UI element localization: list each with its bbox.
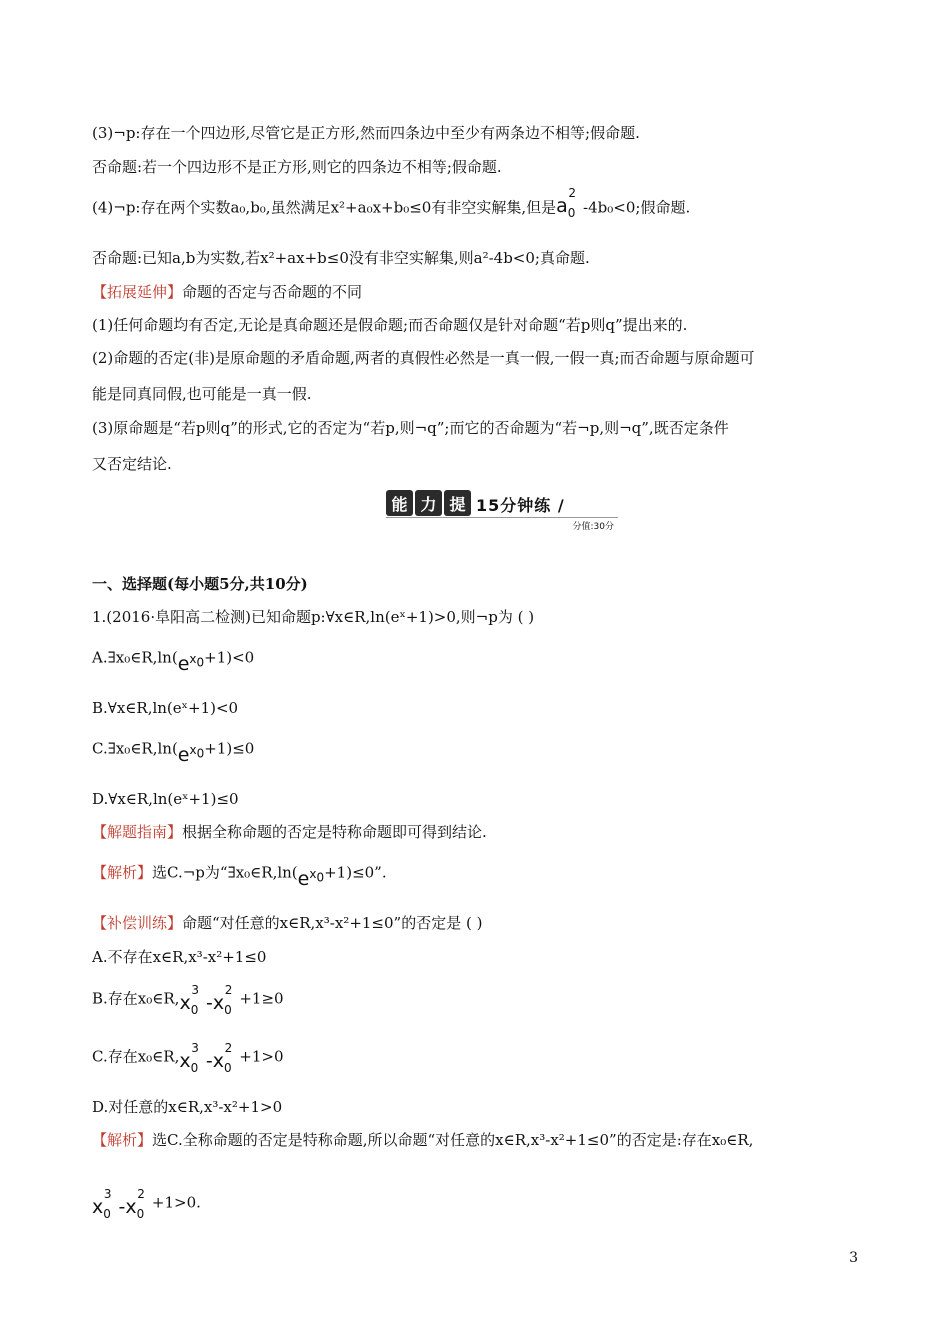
option-c: C.存在$x_0\in R,x_0^3-x_0^2 +1>0$ <box>92 1041 284 1076</box>
practice-stem: 【补偿训练】命题“对任意的x∈R,x³-x²+1≤0”的否定是 ( ) <box>92 914 483 932</box>
score-label: 分值:30分 <box>572 522 614 532</box>
section-title: 一、选择题(每小题5分,共10分) <box>92 575 308 593</box>
formula: $a_0^2$ <box>556 186 577 221</box>
heading-line: 【拓展延伸】命题的否定与否命题的不同 <box>92 283 363 301</box>
text-line: (3)¬p:存在一个四边形,尽管它是正方形,然而四条边中至少有两条边不相等;假命题. <box>92 124 640 142</box>
text-line: (4)¬p:存在两个实数a₀,b₀,虽然满足x²+a₀x+b₀≤0有非空实解集,但是$a_0^2-4b_0<0$;假命题. <box>92 186 691 221</box>
question-stem: 1.(2016·阜阳高二检测)已知命题p:∀x∈R,ln(eˣ+1)>0,则¬p为 ( ) <box>92 608 535 626</box>
option-c: $C.\exists x_0\in R,\ln(e^{x_0}+1)\le 0$ <box>92 739 255 767</box>
text-line: (1)任何命题均有否定,无论是真命题还是假命题;而否命题仅是针对命题“若p则q”提出来的. <box>92 316 688 334</box>
answer-line-cont: $x_0^3-x_0^2 +1>0$. <box>92 1187 201 1222</box>
divider <box>386 517 618 518</box>
section-banner <box>386 490 618 532</box>
banner-char: 力 <box>415 490 442 516</box>
option-b: B.∀x∈R,ln(eˣ+1)<0 <box>92 699 239 717</box>
banner-minutes: 15分钟练 ∕ <box>476 496 565 515</box>
option-d: D.∀x∈R,ln(eˣ+1)≤0 <box>92 790 239 808</box>
option-b: B.存在$x_0\in R,x_0^3-x_0^2 +1\ge 0$ <box>92 983 284 1018</box>
tag-label: 【拓展延伸】 <box>92 283 183 301</box>
answer-line: 【解析】选C.¬p为“$\exists x_0\in R,\ln(e^{x_0}+1)\le 0$”. <box>92 863 387 891</box>
page-number: 3 <box>849 1250 858 1266</box>
guide-line: 【解题指南】根据全称命题的否定是特称命题即可得到结论. <box>92 823 487 841</box>
option-d: D.对任意的x∈R,x³-x²+1>0 <box>92 1098 283 1116</box>
text-line: 又否定结论. <box>92 455 172 473</box>
text-line: 否命题:若一个四边形不是正方形,则它的四条边不相等;假命题. <box>92 158 502 176</box>
option-a: $A.\exists x_0\in R,\ln(e^{x_0}+1)<0$ <box>92 648 255 676</box>
text-line: (3)原命题是“若p则q”的形式,它的否定为“若p,则¬q”;而它的否命题为“若¬p,则¬q”,既否定条件 <box>92 419 729 437</box>
text-line: 能是同真同假,也可能是一真一假. <box>92 385 312 403</box>
text-line: 否命题:已知a,b为实数,若x²+ax+b≤0没有非空实解集,则a²-4b<0;真命题. <box>92 249 590 267</box>
option-a: A.不存在x∈R,x³-x²+1≤0 <box>92 948 267 966</box>
banner-char: 能 <box>386 490 413 516</box>
banner-char: 提 <box>444 490 471 516</box>
text-line: (2)命题的否定(非)是原命题的矛盾命题,两者的真假性必然是一真一假,一假一真;而否命题与原命题可 <box>92 349 755 367</box>
answer-line: 【解析】选C.全称命题的否定是特称命题,所以命题“对任意的x∈R,x³-x²+1≤0”的否定是:存在x₀∈R, <box>92 1131 754 1149</box>
